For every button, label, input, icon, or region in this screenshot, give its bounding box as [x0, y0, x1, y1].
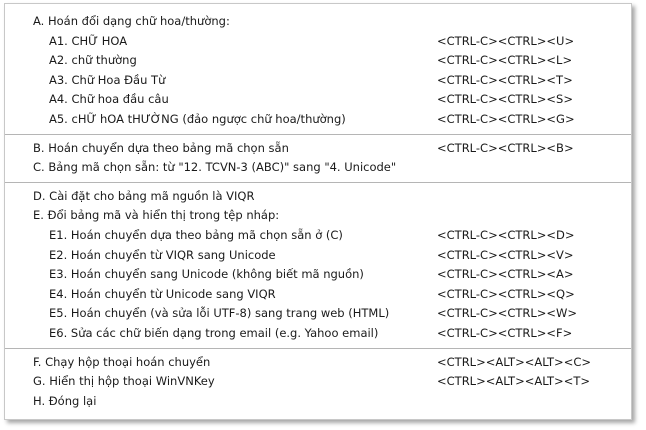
menu-item-set-source-viqr[interactable] — [5, 187, 631, 207]
menu-item-label: A2. chữ thường — [49, 53, 137, 68]
menu-item-label: A4. Chữ hoa đầu câu — [49, 92, 169, 107]
menu-item-label: C. Bảng mã chọn sẵn: từ "12. TCVN-3 (ABC)" sang "4. Unicode" — [33, 160, 397, 175]
menu-item-label: E2. Hoán chuyển từ VIQR sang Unicode — [49, 247, 276, 262]
menu-item-shortcut: <CTRL-C><CTRL><T> — [437, 72, 573, 87]
menu-item-e6-fix-email[interactable] — [5, 324, 631, 344]
menu-item-preset-charset[interactable] — [5, 158, 631, 178]
menu-item-shortcut: <CTRL-C><CTRL><U> — [437, 33, 575, 48]
menu-item-show-winvnkey[interactable] — [5, 372, 631, 392]
menu-section-conversion — [5, 183, 631, 344]
menu-item-label: A. Hoán đổi dạng chữ hoa/thường: — [33, 14, 230, 28]
menu-item-shortcut: <CTRL-C><CTRL><A> — [437, 267, 574, 282]
menu-item-e4-unicode-to-viqr[interactable] — [5, 285, 631, 305]
menu-item-label: E1. Hoán chuyển dựa theo bảng mã chọn sẵn ở (C) — [49, 227, 343, 242]
menu-item-toggle-case[interactable] — [5, 110, 631, 130]
menu-item-convert-draft — [5, 206, 631, 226]
menu-item-sentence-case[interactable] — [5, 90, 631, 110]
menu-item-label: H. Đóng lại — [33, 393, 97, 408]
menu-item-label: D. Cài đặt cho bảng mã nguồn là VIQR — [33, 188, 255, 203]
menu-item-shortcut: <CTRL-C><CTRL><F> — [437, 325, 573, 340]
menu-item-e5-to-html[interactable] — [5, 304, 631, 324]
menu-item-label: E. Đổi bảng mã và hiển thị trong tệp nháp: — [33, 208, 280, 223]
menu-item-uppercase[interactable] — [5, 32, 631, 52]
menu-item-shortcut: <CTRL-C><CTRL><L> — [437, 53, 573, 68]
menu-item-label: A3. Chữ Hoa Đầu Từ — [49, 72, 166, 87]
menu-section-dialogs — [5, 349, 631, 412]
menu-item-label: B. Hoán chuyển dựa theo bảng mã chọn sẵn — [33, 140, 289, 155]
menu-item-shortcut: <CTRL-C><CTRL><Q> — [437, 286, 575, 301]
menu-item-label: E6. Sửa các chữ biến dạng trong email (e.g. Yahoo email) — [49, 325, 379, 340]
menu-item-e1-preset[interactable] — [5, 226, 631, 246]
menu-section-preset — [5, 135, 631, 178]
menu-item-shortcut: <CTRL><ALT><ALT><T> — [437, 374, 590, 389]
menu-section-case — [5, 4, 631, 130]
menu-item-label: F. Chạy hộp thoại hoán chuyển — [33, 354, 211, 369]
menu-item-shortcut: <CTRL-C><CTRL><B> — [437, 140, 574, 155]
menu-item-lowercase[interactable] — [5, 51, 631, 71]
menu-item-e3-auto-to-unicode[interactable] — [5, 265, 631, 285]
menu-item-label: A1. CHỮ HOA — [49, 33, 128, 48]
menu-item-e2-viqr-to-unicode[interactable] — [5, 246, 631, 266]
menu-item-shortcut: <CTRL-C><CTRL><V> — [437, 247, 574, 262]
menu-item-label: E3. Hoán chuyển sang Unicode (không biết mã nguồn) — [49, 267, 364, 282]
menu-item-label: A5. cHỮ hOA tHƯỜNG (đảo ngược chữ hoa/thường) — [49, 111, 346, 126]
menu-item-label: G. Hiển thị hộp thoại WinVNKey — [33, 374, 215, 389]
menu-item-change-case — [5, 12, 631, 32]
menu-item-shortcut: <CTRL-C><CTRL><W> — [437, 306, 578, 321]
menu-item-close[interactable] — [5, 392, 631, 412]
context-menu — [4, 3, 632, 420]
menu-item-shortcut: <CTRL-C><CTRL><D> — [437, 227, 575, 242]
menu-item-run-converter[interactable] — [5, 353, 631, 373]
menu-item-label: E4. Hoán chuyển từ Unicode sang VIQR — [49, 286, 276, 301]
menu-item-convert-preset[interactable] — [5, 139, 631, 159]
menu-item-shortcut: <CTRL-C><CTRL><G> — [437, 111, 575, 126]
menu-item-title-case[interactable] — [5, 71, 631, 91]
menu-item-shortcut: <CTRL><ALT><ALT><C> — [437, 354, 591, 369]
menu-item-shortcut: <CTRL-C><CTRL><S> — [437, 92, 573, 107]
menu-item-label: E5. Hoán chuyển (và sửa lỗi UTF-8) sang trang web (HTML) — [49, 306, 390, 321]
